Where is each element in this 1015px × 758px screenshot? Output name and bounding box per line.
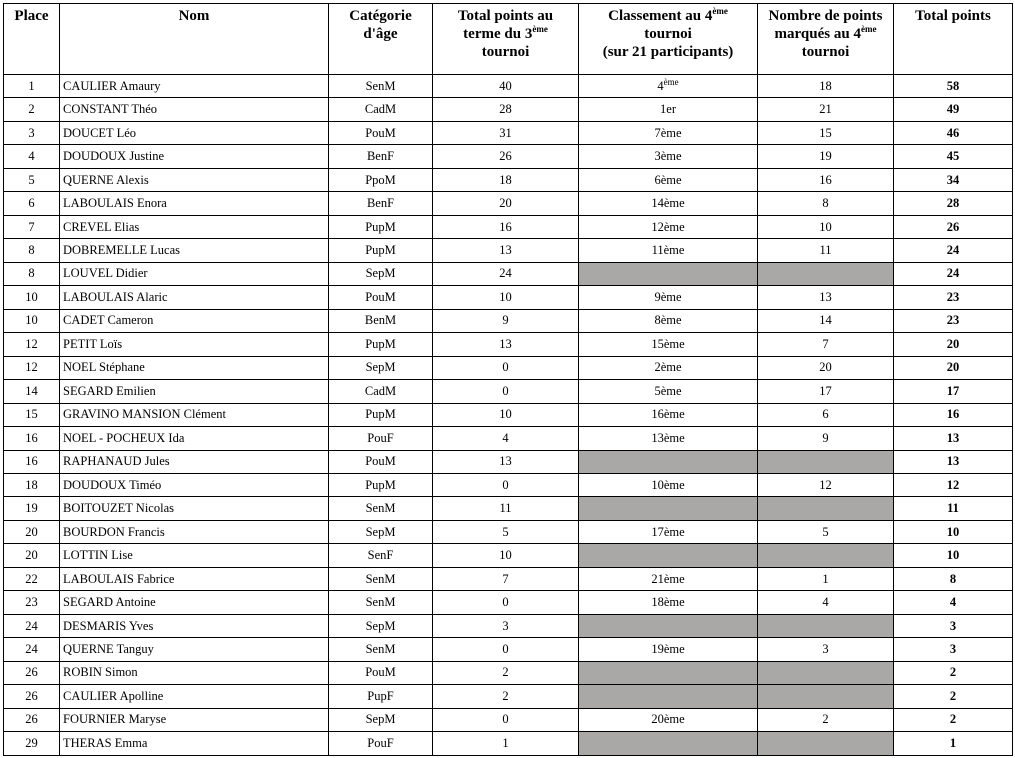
total-cell: 23 (894, 286, 1013, 309)
header-total: Total points (894, 4, 1013, 75)
points-t4-cell: 8 (758, 192, 894, 215)
name-cell: DOBREMELLE Lucas (60, 239, 329, 262)
category-cell: PouM (329, 450, 433, 473)
table-row (4, 732, 1013, 755)
name-cell: LABOULAIS Alaric (60, 286, 329, 309)
category-cell: PouF (329, 427, 433, 450)
name-cell: LABOULAIS Enora (60, 192, 329, 215)
name-cell: FOURNIER Maryse (60, 708, 329, 731)
classement-cell: 8ème (579, 309, 758, 332)
points-t3-cell: 4 (433, 427, 579, 450)
name-cell: LABOULAIS Fabrice (60, 567, 329, 590)
points-t3-cell: 0 (433, 591, 579, 614)
name-cell: CREVEL Elias (60, 215, 329, 238)
place-cell: 19 (4, 497, 60, 520)
header-categorie: Catégorie d'âge (329, 4, 433, 75)
points-t4-cell: 6 (758, 403, 894, 426)
place-cell: 16 (4, 427, 60, 450)
category-cell: BenF (329, 145, 433, 168)
points-t4-cell (758, 685, 894, 708)
category-cell: SepM (329, 520, 433, 543)
table-row (4, 75, 1013, 98)
points-t3-cell: 0 (433, 473, 579, 496)
classement-cell: 2ème (579, 356, 758, 379)
place-cell: 16 (4, 450, 60, 473)
name-cell: QUERNE Tanguy (60, 638, 329, 661)
total-cell: 45 (894, 145, 1013, 168)
table-row (4, 168, 1013, 191)
name-cell: DOUDOUX Timéo (60, 473, 329, 496)
total-cell: 49 (894, 98, 1013, 121)
name-cell: BOURDON Francis (60, 520, 329, 543)
category-cell: SenM (329, 567, 433, 590)
table-row (4, 450, 1013, 473)
points-t3-cell: 18 (433, 168, 579, 191)
category-cell: CadM (329, 380, 433, 403)
classement-cell: 11ème (579, 239, 758, 262)
place-cell: 18 (4, 473, 60, 496)
table-row (4, 708, 1013, 731)
classement-cell: 18ème (579, 591, 758, 614)
name-cell: LOUVEL Didier (60, 262, 329, 285)
name-cell: NOEL Stéphane (60, 356, 329, 379)
points-t4-cell (758, 497, 894, 520)
classement-cell (579, 262, 758, 285)
classement-cell (579, 450, 758, 473)
points-t4-cell: 9 (758, 427, 894, 450)
place-cell: 14 (4, 380, 60, 403)
name-cell: DOUDOUX Justine (60, 145, 329, 168)
total-cell: 20 (894, 333, 1013, 356)
points-t4-cell: 2 (758, 708, 894, 731)
table-row (4, 544, 1013, 567)
points-t4-cell: 19 (758, 145, 894, 168)
category-cell: PouM (329, 661, 433, 684)
category-cell: PupM (329, 473, 433, 496)
total-cell: 23 (894, 309, 1013, 332)
place-cell: 26 (4, 708, 60, 731)
points-t4-cell (758, 450, 894, 473)
points-t4-cell: 1 (758, 567, 894, 590)
classement-cell: 15ème (579, 333, 758, 356)
name-cell: THERAS Emma (60, 732, 329, 755)
points-t3-cell: 0 (433, 380, 579, 403)
category-cell: PpoM (329, 168, 433, 191)
total-cell: 2 (894, 661, 1013, 684)
table-row (4, 98, 1013, 121)
classement-cell: 7ème (579, 121, 758, 144)
table-row (4, 567, 1013, 590)
classement-cell: 16ème (579, 403, 758, 426)
points-t4-cell: 17 (758, 380, 894, 403)
total-cell: 28 (894, 192, 1013, 215)
classement-cell: 19ème (579, 638, 758, 661)
table-row (4, 380, 1013, 403)
name-cell: NOEL - POCHEUX Ida (60, 427, 329, 450)
points-t4-cell: 5 (758, 520, 894, 543)
points-t3-cell: 31 (433, 121, 579, 144)
place-cell: 1 (4, 75, 60, 98)
name-cell: SEGARD Antoine (60, 591, 329, 614)
total-cell: 24 (894, 262, 1013, 285)
points-t4-cell: 11 (758, 239, 894, 262)
total-cell: 4 (894, 591, 1013, 614)
category-cell: BenM (329, 309, 433, 332)
place-cell: 7 (4, 215, 60, 238)
total-cell: 46 (894, 121, 1013, 144)
table-row (4, 520, 1013, 543)
points-t4-cell: 16 (758, 168, 894, 191)
classement-cell: 5ème (579, 380, 758, 403)
category-cell: SenF (329, 544, 433, 567)
place-cell: 10 (4, 286, 60, 309)
table-row (4, 239, 1013, 262)
name-cell: DOUCET Léo (60, 121, 329, 144)
points-t3-cell: 9 (433, 309, 579, 332)
classement-cell (579, 685, 758, 708)
category-cell: PupM (329, 403, 433, 426)
classement-cell: 1er (579, 98, 758, 121)
category-cell: PupM (329, 239, 433, 262)
category-cell: PouM (329, 121, 433, 144)
total-cell: 20 (894, 356, 1013, 379)
classement-cell: 21ème (579, 567, 758, 590)
place-cell: 12 (4, 333, 60, 356)
category-cell: SenM (329, 497, 433, 520)
table-row (4, 262, 1013, 285)
classement-cell: 12ème (579, 215, 758, 238)
place-cell: 2 (4, 98, 60, 121)
category-cell: BenF (329, 192, 433, 215)
table-row (4, 215, 1013, 238)
table-row (4, 356, 1013, 379)
category-cell: SepM (329, 614, 433, 637)
classement-cell: 4ème (579, 75, 758, 98)
place-cell: 3 (4, 121, 60, 144)
place-cell: 22 (4, 567, 60, 590)
points-t4-cell (758, 732, 894, 755)
points-t4-cell: 12 (758, 473, 894, 496)
category-cell: CadM (329, 98, 433, 121)
total-cell: 11 (894, 497, 1013, 520)
name-cell: CADET Cameron (60, 309, 329, 332)
name-cell: QUERNE Alexis (60, 168, 329, 191)
points-t3-cell: 0 (433, 356, 579, 379)
place-cell: 24 (4, 614, 60, 637)
total-cell: 58 (894, 75, 1013, 98)
name-cell: LOTTIN Lise (60, 544, 329, 567)
classement-cell (579, 544, 758, 567)
total-cell: 12 (894, 473, 1013, 496)
name-cell: CAULIER Apolline (60, 685, 329, 708)
place-cell: 6 (4, 192, 60, 215)
table-body (4, 75, 1013, 756)
classement-cell: 20ème (579, 708, 758, 731)
place-cell: 20 (4, 520, 60, 543)
place-cell: 10 (4, 309, 60, 332)
total-cell: 26 (894, 215, 1013, 238)
category-cell: SepM (329, 708, 433, 731)
classement-cell: 9ème (579, 286, 758, 309)
points-t3-cell: 2 (433, 661, 579, 684)
table-row (4, 427, 1013, 450)
table-row (4, 286, 1013, 309)
total-cell: 1 (894, 732, 1013, 755)
total-cell: 34 (894, 168, 1013, 191)
table-row (4, 685, 1013, 708)
total-cell: 8 (894, 567, 1013, 590)
name-cell: CONSTANT Théo (60, 98, 329, 121)
table-row (4, 661, 1013, 684)
points-t4-cell: 7 (758, 333, 894, 356)
classement-cell: 3ème (579, 145, 758, 168)
table-row (4, 497, 1013, 520)
points-t3-cell: 5 (433, 520, 579, 543)
points-t3-cell: 1 (433, 732, 579, 755)
points-t4-cell (758, 262, 894, 285)
points-t3-cell: 0 (433, 638, 579, 661)
points-t3-cell: 16 (433, 215, 579, 238)
category-cell: PupM (329, 215, 433, 238)
place-cell: 24 (4, 638, 60, 661)
table-row (4, 403, 1013, 426)
name-cell: PETIT Loïs (60, 333, 329, 356)
place-cell: 4 (4, 145, 60, 168)
place-cell: 23 (4, 591, 60, 614)
category-cell: SenM (329, 638, 433, 661)
table-row (4, 192, 1013, 215)
points-t4-cell: 13 (758, 286, 894, 309)
points-t3-cell: 10 (433, 286, 579, 309)
name-cell: DESMARIS Yves (60, 614, 329, 637)
total-cell: 13 (894, 450, 1013, 473)
category-cell: SenM (329, 75, 433, 98)
total-cell: 3 (894, 638, 1013, 661)
points-t3-cell: 0 (433, 708, 579, 731)
total-cell: 2 (894, 708, 1013, 731)
name-cell: SEGARD Emilien (60, 380, 329, 403)
total-cell: 10 (894, 520, 1013, 543)
points-t3-cell: 28 (433, 98, 579, 121)
table-row (4, 309, 1013, 332)
total-cell: 13 (894, 427, 1013, 450)
points-t3-cell: 13 (433, 239, 579, 262)
category-cell: PupF (329, 685, 433, 708)
total-cell: 3 (894, 614, 1013, 637)
name-cell: GRAVINO MANSION Clément (60, 403, 329, 426)
table-row (4, 614, 1013, 637)
points-t4-cell (758, 661, 894, 684)
points-t4-cell: 18 (758, 75, 894, 98)
points-t4-cell: 15 (758, 121, 894, 144)
points-t4-cell: 20 (758, 356, 894, 379)
table-row (4, 121, 1013, 144)
total-cell: 10 (894, 544, 1013, 567)
classement-cell (579, 614, 758, 637)
place-cell: 5 (4, 168, 60, 191)
total-cell: 24 (894, 239, 1013, 262)
points-t4-cell: 14 (758, 309, 894, 332)
points-t3-cell: 13 (433, 333, 579, 356)
classement-cell: 17ème (579, 520, 758, 543)
table-row (4, 473, 1013, 496)
total-cell: 17 (894, 380, 1013, 403)
name-cell: CAULIER Amaury (60, 75, 329, 98)
points-t3-cell: 3 (433, 614, 579, 637)
classement-cell: 6ème (579, 168, 758, 191)
points-t3-cell: 20 (433, 192, 579, 215)
classement-cell (579, 661, 758, 684)
name-cell: RAPHANAUD Jules (60, 450, 329, 473)
place-cell: 8 (4, 239, 60, 262)
classement-cell: 13ème (579, 427, 758, 450)
header-nom: Nom (60, 4, 329, 75)
table-row (4, 333, 1013, 356)
classement-cell: 10ème (579, 473, 758, 496)
header-row (4, 4, 1013, 75)
points-t3-cell: 10 (433, 544, 579, 567)
ranking-table (3, 3, 1013, 756)
place-cell: 29 (4, 732, 60, 755)
place-cell: 26 (4, 685, 60, 708)
place-cell: 15 (4, 403, 60, 426)
place-cell: 20 (4, 544, 60, 567)
name-cell: BOITOUZET Nicolas (60, 497, 329, 520)
header-place: Place (4, 4, 60, 75)
category-cell: PouF (329, 732, 433, 755)
points-t3-cell: 26 (433, 145, 579, 168)
points-t3-cell: 7 (433, 567, 579, 590)
points-t3-cell: 13 (433, 450, 579, 473)
total-cell: 2 (894, 685, 1013, 708)
points-t4-cell: 10 (758, 215, 894, 238)
classement-cell: 14ème (579, 192, 758, 215)
table-row (4, 638, 1013, 661)
header-points-4: Nombre de points marqués au 4ème tournoi (758, 4, 894, 75)
header-total-3: Total points au terme du 3ème tournoi (433, 4, 579, 75)
points-t3-cell: 24 (433, 262, 579, 285)
classement-cell (579, 497, 758, 520)
place-cell: 26 (4, 661, 60, 684)
category-cell: SenM (329, 591, 433, 614)
header-classement-4: Classement au 4ème tournoi (sur 21 participants) (579, 4, 758, 75)
category-cell: PouM (329, 286, 433, 309)
category-cell: PupM (329, 333, 433, 356)
points-t3-cell: 10 (433, 403, 579, 426)
classement-cell (579, 732, 758, 755)
points-t4-cell: 3 (758, 638, 894, 661)
points-t4-cell (758, 614, 894, 637)
name-cell: ROBIN Simon (60, 661, 329, 684)
category-cell: SepM (329, 356, 433, 379)
place-cell: 12 (4, 356, 60, 379)
place-cell: 8 (4, 262, 60, 285)
points-t4-cell: 4 (758, 591, 894, 614)
table-row (4, 145, 1013, 168)
table-row (4, 591, 1013, 614)
total-cell: 16 (894, 403, 1013, 426)
category-cell: SepM (329, 262, 433, 285)
points-t3-cell: 2 (433, 685, 579, 708)
points-t4-cell: 21 (758, 98, 894, 121)
points-t3-cell: 11 (433, 497, 579, 520)
points-t4-cell (758, 544, 894, 567)
points-t3-cell: 40 (433, 75, 579, 98)
